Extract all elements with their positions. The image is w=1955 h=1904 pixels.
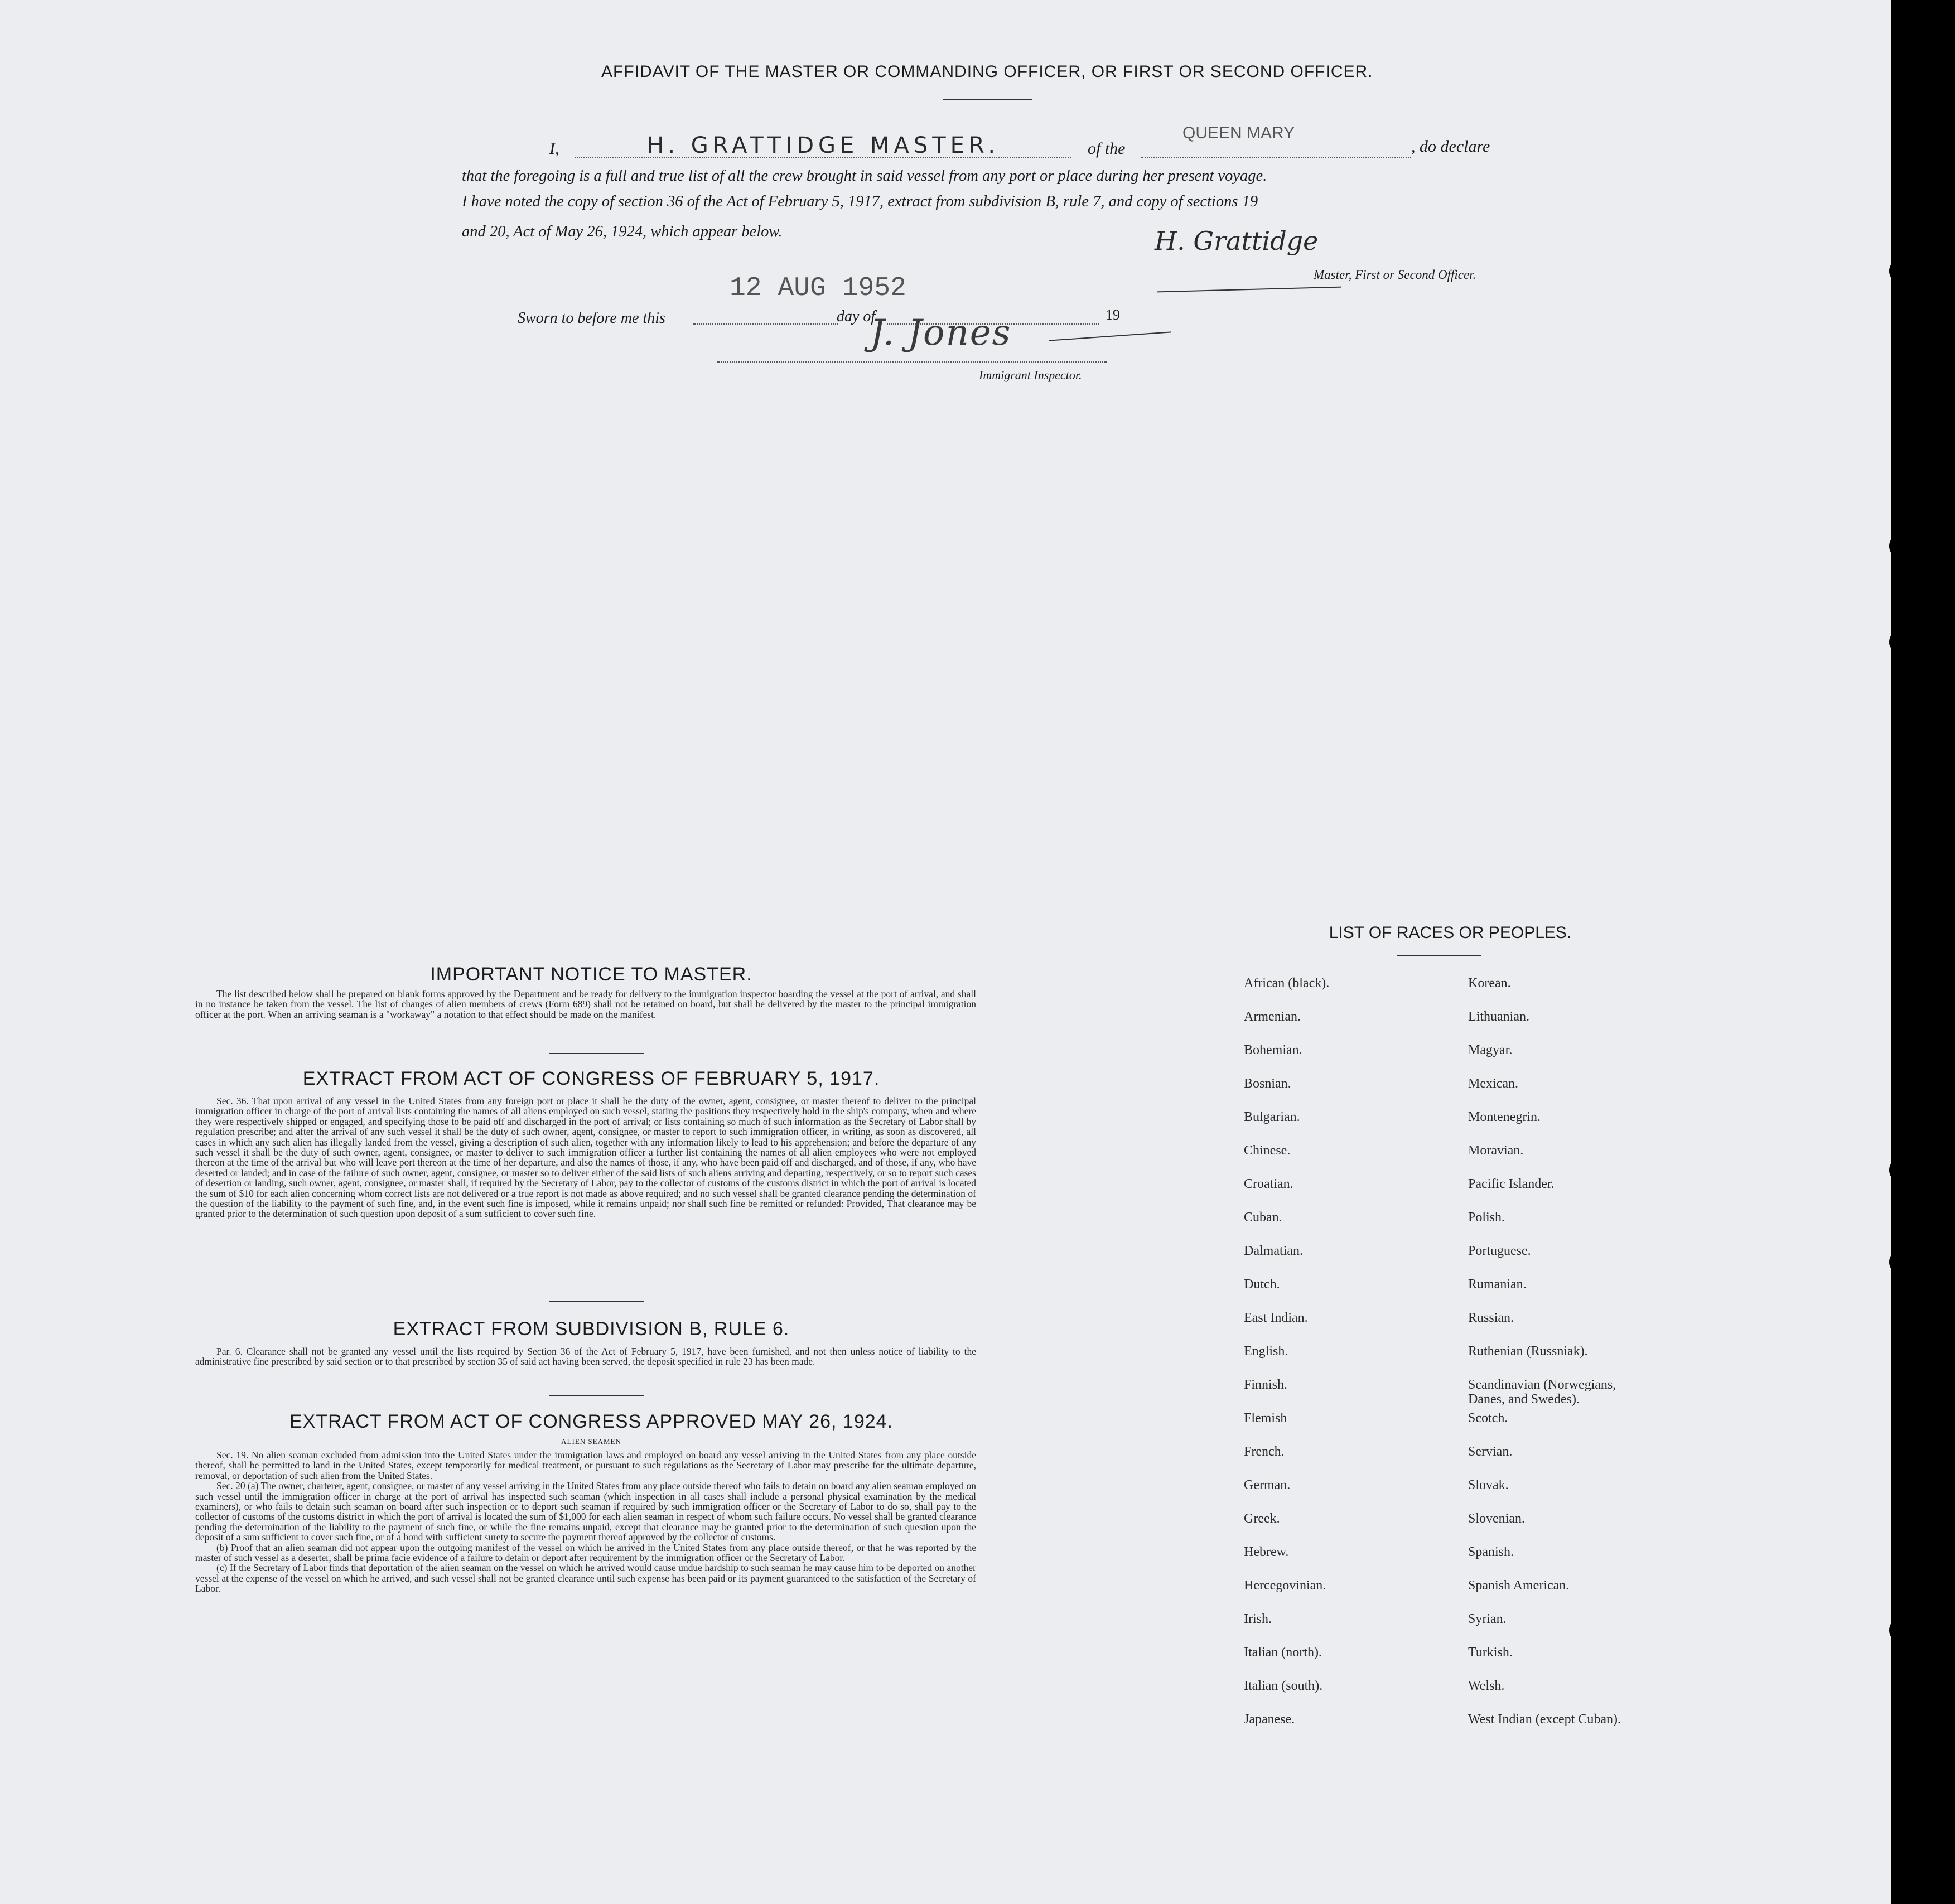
race-item: Mexican. (1468, 1076, 1518, 1091)
title-rule (943, 99, 1032, 100)
race-item: Servian. (1468, 1444, 1513, 1459)
race-item: Welsh. (1468, 1679, 1505, 1693)
race-item: Pacific Islander. (1468, 1177, 1555, 1191)
punch-hole (1889, 1157, 1915, 1183)
subdivision-b-title: EXTRACT FROM SUBDIVISION B, RULE 6. (393, 1318, 790, 1340)
punch-hole (1889, 1617, 1915, 1643)
notice-title: IMPORTANT NOTICE TO MASTER. (430, 964, 752, 985)
signature-line (1157, 287, 1341, 293)
race-item: Bulgarian. (1244, 1110, 1300, 1124)
race-item: Chinese. (1244, 1143, 1291, 1158)
race-item: French. (1244, 1444, 1285, 1459)
section-36-paragraph: Sec. 36. That upon arrival of any vessel in the United States from any foreign port or place it shall be the duty of the owner, agent, consignee, or master thereof to deliver to the principal immigration officer in charge of the port of arrival lists containing the names of all aliens employed on such vessel, stating the positions they respectively hold in the ship's company, when and where they were respectively shipped or engaged, and specifying those to be paid off and discharged in the port of arrival; or lists containing so much of such information as the Secretary of Labor shall by regulation prescribe; and after the arrival of any such vessel it shall be the duty of such owner, agent, consignee, or master to report to such immigration officer, in writing, as soon as discovered, all cases in which any such alien has illegally landed from the vessel, giving a description of such alien, together with any information likely to lead to his apprehension; and before the departure of any such vessel it shall be the duty of such owner, agent, consignee, or master to deliver to such immigration officer a further list containing the names of all alien employees who were not employed thereon at the time of the arrival but who will leave port thereon at the time of her departure, and also the names of those, if any, who have been paid off and discharged, and of those, if any, who have deserted or landed; and in case of the failure of such owner, agent, consignee, or master so to deliver either of the said lists of such aliens arriving and departing, respectively, or so to report such cases of desertion or landing, such owner, agent, consignee, or master shall, if required by the Secretary of Labor, pay to the collector of customs of the customs district in which the port of arrival is located the sum of $10 for each alien concerning whom correct lists are not delivered or a true report is not made as above required; and no such vessel shall be granted clearance pending the determination of the question of the liability to the payment of such fine, and, in the event such fine is imposed, while it remains unpaid; nor shall such fine be remitted or refunded: Provided, That clearance may be granted prior to the determination of such question upon deposit of a sum sufficient to cover such fine. (195, 1095, 976, 1220)
affidavit-line-2: that the foregoing is a full and true list of all the crew brought in said vessel from any port or place during her present voyage. (462, 167, 1267, 185)
race-item: Hercegovinian. (1244, 1578, 1326, 1593)
race-item: Finnish. (1244, 1378, 1288, 1392)
race-item: Syrian. (1468, 1612, 1507, 1626)
sec-20c-paragraph: (c) If the Secretary of Labor finds that deportation of the alien seaman on the vessel on which he arrived would cause undue hardship to such seaman he may cause him to be deported on another vessel at the expense of the vessel on which he arrived, and such vessel shall not be granted clearance until such expense has been paid or its payment guaranteed to the satisfaction of the Secretary of Labor. (195, 1562, 976, 1594)
master-name: H. GRATTIDGE MASTER. (647, 133, 1000, 158)
affidavit-line-4: and 20, Act of May 26, 1924, which appear below. (462, 223, 783, 240)
race-item: Rumanian. (1468, 1277, 1527, 1292)
race-item: Turkish. (1468, 1645, 1513, 1660)
sec-20a-paragraph: Sec. 20 (a) The owner, charterer, agent, consignee, or master of any vessel arriving in the United States from any place outside thereof who fails to detain on board any alien seaman employed on such vessel until the immigration officer in charge at the port of arrival has inspected such seaman (which inspection in all cases shall include a personal physical examination by the medical examiners), or who fails to detain such seaman on board after such inspection or to deport such seaman if required by such immigration officer or the Secretary of Labor to do so, shall pay to the collector of customs of the customs district in which the port of arrival is located the sum of $1,000 for each alien seaman in respect of whom such failure occurs. No vessel shall be granted clearance pending the determination of the liability to the payment of such fine, or while the fine remains unpaid, except that clearance may be granted prior to the determination of such question upon the deposit of a sum sufficient to cover such fine, or of a bond with sufficient surety to secure the payment thereof approved by the collector of customs. (195, 1480, 976, 1543)
race-item: Hebrew. (1244, 1545, 1289, 1559)
race-item: German. (1244, 1478, 1291, 1492)
affidavit-line-3: I have noted the copy of section 36 of the Act of February 5, 1917, extract from subdivision B, rule 7, and copy of sections 19 (462, 193, 1258, 210)
inspector-line (717, 361, 1107, 363)
race-item: Bohemian. (1244, 1043, 1302, 1057)
race-item: Magyar. (1468, 1043, 1513, 1057)
scan-border (1891, 0, 1955, 1904)
race-item: Armenian. (1244, 1009, 1301, 1024)
race-item: Dalmatian. (1244, 1244, 1303, 1258)
race-item: Polish. (1468, 1210, 1505, 1225)
race-item: English. (1244, 1344, 1288, 1359)
race-item: Spanish American. (1468, 1578, 1570, 1593)
race-item: Russian. (1468, 1311, 1514, 1325)
sec-19-paragraph: Sec. 19. No alien seaman excluded from admission into the United States under the immigration laws and employed on board any vessel arriving in the United States from any place outside thereof, shall be permitted to land in the United States, except temporarily for medical treatment, or pursuant to such regulations as the Secretary of Labor may prescribe for the ultimate departure, removal, or deportation of such alien from the United States. (195, 1449, 976, 1481)
race-item: African (black). (1244, 976, 1330, 990)
vessel-name: QUEEN MARY (1182, 124, 1295, 142)
sec-20b-paragraph: (b) Proof that an alien seaman did not appear upon the outgoing manifest of the vessel on which he arrived in the United States from any place outside thereof, or that he was reported by the master of such vessel as a deserter, shall be prima facie evidence of a failure to detain or deport after requirement by the immigration officer or the Secretary of Labor. (195, 1541, 976, 1564)
inspector-caption: Immigrant Inspector. (979, 368, 1082, 382)
sworn-day-line (693, 323, 838, 325)
race-item: Croatian. (1244, 1177, 1293, 1191)
of-the-label: of the (1088, 139, 1126, 158)
section-rule (549, 1053, 644, 1054)
race-item: Dutch. (1244, 1277, 1280, 1292)
race-item: Bosnian. (1244, 1076, 1291, 1091)
race-item: Slovak. (1468, 1478, 1509, 1492)
alien-seamen-subtitle: ALIEN SEAMEN (561, 1437, 621, 1446)
extract-1917-body (195, 1096, 976, 1219)
notice-paragraph: The list described below shall be prepared on blank forms approved by the Department and be ready for delivery to the immigration inspector boarding the vessel at the port of arrival, and shall in no instance be taken from the vessel. The list of changes of alien members of crews (Form 689) shall not be retained on board, but shall be delivered by the master to the principal immigration officer at the port. When an arriving seaman is a "workaway" a notation to that effect should be made on the manifest. (195, 988, 976, 1020)
race-item: Portuguese. (1468, 1244, 1531, 1258)
race-item: Montenegrin. (1468, 1110, 1541, 1124)
master-signature: H. Grattidge (1155, 226, 1319, 256)
punch-hole (1889, 1249, 1915, 1275)
race-item: Slovenian. (1468, 1511, 1525, 1526)
par-6-paragraph: Par. 6. Clearance shall not be granted any vessel until the lists required by Section 36 of the Act of February 5, 1917, have been furnished, and not then unless notice of liability to the administrative fine prescribed by said section or to that prescribed by section 35 of said act having been served, the deposit specified in rule 23 has been made. (195, 1346, 976, 1367)
race-item: Moravian. (1468, 1143, 1524, 1158)
race-item: Flemish (1244, 1411, 1287, 1425)
subdivision-b-body (195, 1346, 976, 1367)
races-title: LIST OF RACES OR PEOPLES. (1329, 924, 1572, 942)
inspector-flourish (1049, 331, 1171, 341)
notice-body (195, 989, 976, 1019)
do-declare-label: , do declare (1411, 137, 1490, 156)
sworn-label: Sworn to before me this (518, 310, 665, 327)
race-item: Japanese. (1244, 1712, 1295, 1727)
signature-caption: Master, First or Second Officer. (1314, 268, 1476, 282)
race-item: Cuban. (1244, 1210, 1282, 1225)
races-title-rule (1397, 955, 1481, 956)
day-of-label: day of (837, 308, 876, 325)
race-item: East Indian. (1244, 1311, 1308, 1325)
race-item: Greek. (1244, 1511, 1280, 1526)
race-item: Lithuanian. (1468, 1009, 1529, 1024)
master-name-line (575, 157, 1071, 158)
race-item: Korean. (1468, 976, 1511, 990)
punch-hole (1889, 629, 1915, 655)
race-item: Ruthenian (Russniak). (1468, 1344, 1588, 1359)
affidavit-i-label: I, (549, 139, 559, 158)
section-rule (549, 1395, 644, 1396)
vessel-name-line (1141, 157, 1411, 158)
extract-1924-body (195, 1450, 976, 1594)
race-item: Spanish. (1468, 1545, 1514, 1559)
inspector-signature: J. Jones (870, 312, 1012, 354)
race-item: Scotch. (1468, 1411, 1508, 1425)
race-item: Irish. (1244, 1612, 1272, 1626)
punch-hole (1889, 533, 1915, 559)
section-rule (549, 1301, 644, 1302)
date-stamp: 12 AUG 1952 (730, 273, 906, 303)
race-item: Italian (south). (1244, 1679, 1323, 1693)
race-item: Scandinavian (Norwegians, Danes, and Swedes). (1468, 1378, 1616, 1407)
race-item: Italian (north). (1244, 1645, 1322, 1660)
race-item: West Indian (except Cuban). (1468, 1712, 1621, 1727)
extract-1924-title: EXTRACT FROM ACT OF CONGRESS APPROVED MAY 26, 1924. (289, 1411, 893, 1432)
affidavit-title: AFFIDAVIT OF THE MASTER OR COMMANDING OFFICER, OR FIRST OR SECOND OFFICER. (601, 62, 1373, 81)
year-label: 19 (1106, 307, 1120, 323)
extract-1917-title: EXTRACT FROM ACT OF CONGRESS OF FEBRUARY 5, 1917. (302, 1068, 880, 1089)
punch-hole (1889, 258, 1915, 284)
